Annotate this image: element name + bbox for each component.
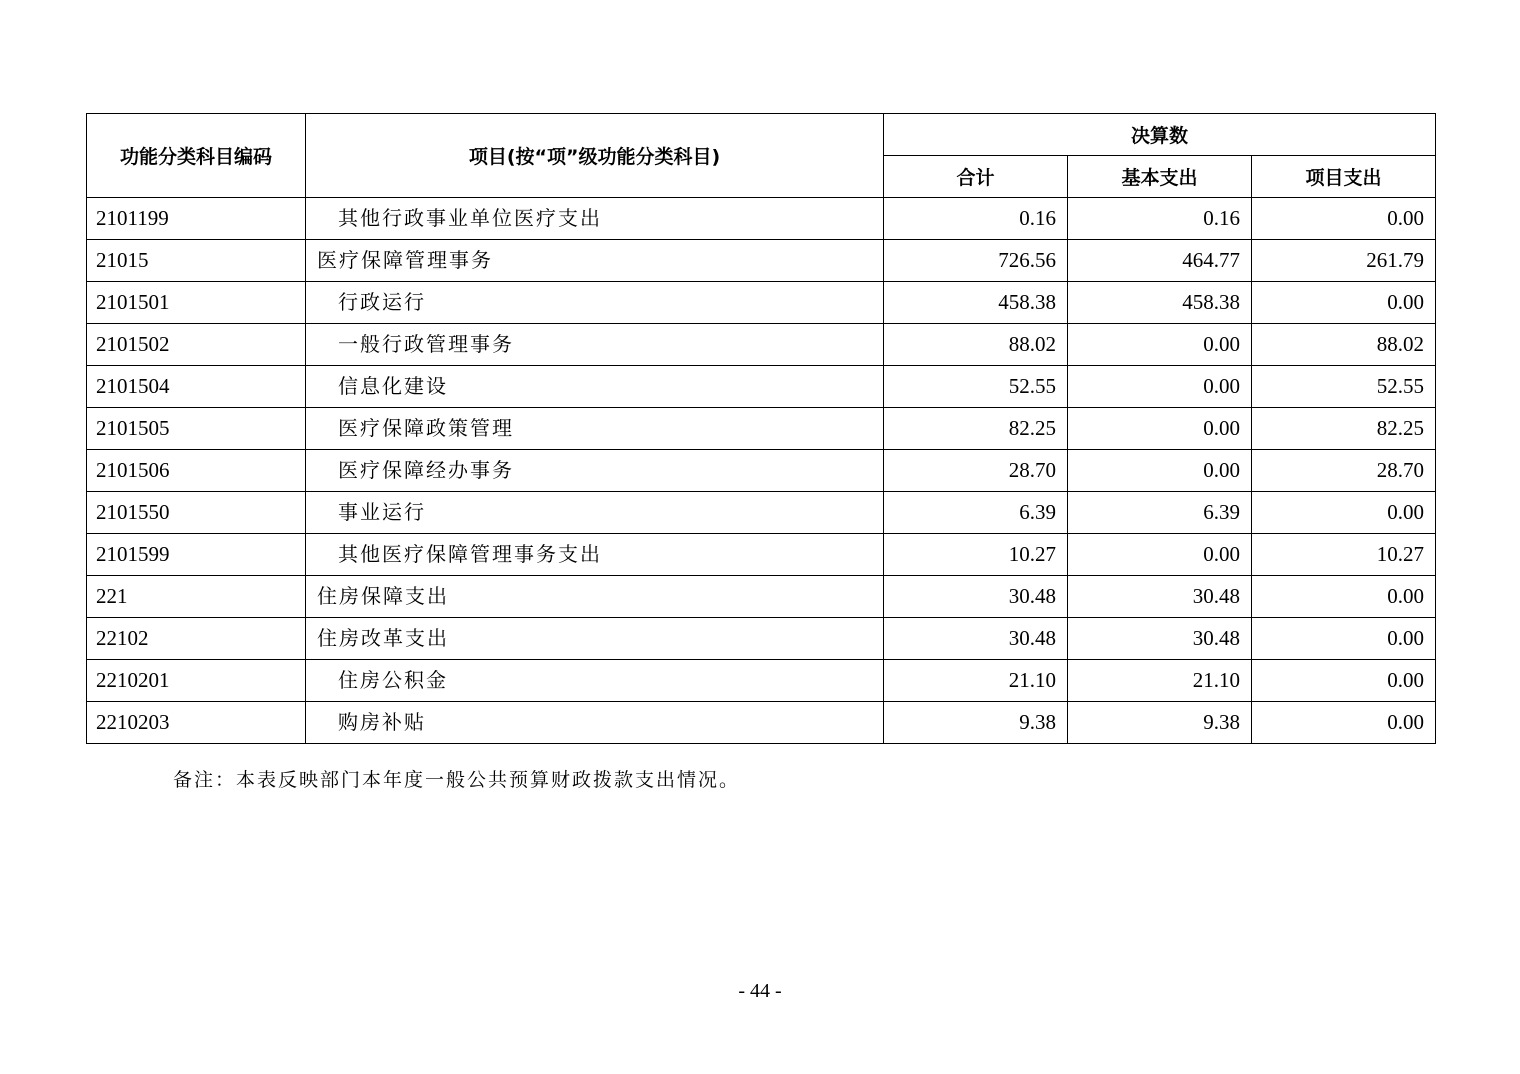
row-name: 住房公积金	[306, 660, 884, 702]
table-row	[87, 408, 1436, 450]
row-project: 0.00	[1252, 198, 1436, 240]
expenditure-table	[86, 113, 1436, 744]
row-code: 2101199	[87, 198, 306, 240]
row-total: 10.27	[884, 534, 1068, 576]
row-code: 22102	[87, 618, 306, 660]
row-project: 52.55	[1252, 366, 1436, 408]
row-name: 其他医疗保障管理事务支出	[306, 534, 884, 576]
row-basic: 30.48	[1068, 618, 1252, 660]
row-name: 行政运行	[306, 282, 884, 324]
expenditure-table-container	[86, 113, 1435, 744]
row-basic: 30.48	[1068, 576, 1252, 618]
row-project: 0.00	[1252, 282, 1436, 324]
row-total: 88.02	[884, 324, 1068, 366]
row-name: 医疗保障经办事务	[306, 450, 884, 492]
row-name: 信息化建设	[306, 366, 884, 408]
table-row	[87, 366, 1436, 408]
row-name: 住房改革支出	[306, 618, 884, 660]
row-basic: 0.00	[1068, 450, 1252, 492]
row-total: 28.70	[884, 450, 1068, 492]
row-total: 82.25	[884, 408, 1068, 450]
row-code: 2101505	[87, 408, 306, 450]
table-row	[87, 492, 1436, 534]
row-name: 医疗保障政策管理	[306, 408, 884, 450]
row-total: 52.55	[884, 366, 1068, 408]
row-total: 30.48	[884, 576, 1068, 618]
table-row	[87, 702, 1436, 744]
header-basic: 基本支出	[1068, 156, 1252, 198]
row-name: 购房补贴	[306, 702, 884, 744]
table-row	[87, 282, 1436, 324]
row-basic: 0.00	[1068, 324, 1252, 366]
row-basic: 0.00	[1068, 534, 1252, 576]
row-project: 82.25	[1252, 408, 1436, 450]
row-total: 458.38	[884, 282, 1068, 324]
row-name: 其他行政事业单位医疗支出	[306, 198, 884, 240]
row-basic: 9.38	[1068, 702, 1252, 744]
row-code: 2210203	[87, 702, 306, 744]
table-row	[87, 576, 1436, 618]
row-name: 一般行政管理事务	[306, 324, 884, 366]
table-row	[87, 660, 1436, 702]
row-total: 9.38	[884, 702, 1068, 744]
table-footnote: 备注：本表反映部门本年度一般公共预算财政拨款支出情况。	[173, 769, 741, 791]
row-project: 28.70	[1252, 450, 1436, 492]
row-basic: 0.16	[1068, 198, 1252, 240]
row-code: 2210201	[87, 660, 306, 702]
row-project: 0.00	[1252, 702, 1436, 744]
row-total: 30.48	[884, 618, 1068, 660]
header-final: 决算数	[884, 114, 1436, 156]
header-code: 功能分类科目编码	[87, 114, 306, 198]
row-basic: 6.39	[1068, 492, 1252, 534]
table-row	[87, 198, 1436, 240]
row-project: 88.02	[1252, 324, 1436, 366]
row-code: 2101504	[87, 366, 306, 408]
table-row	[87, 240, 1436, 282]
header-project: 项目支出	[1252, 156, 1436, 198]
row-project: 0.00	[1252, 660, 1436, 702]
row-basic: 21.10	[1068, 660, 1252, 702]
row-basic: 0.00	[1068, 408, 1252, 450]
row-code: 2101502	[87, 324, 306, 366]
row-code: 2101506	[87, 450, 306, 492]
table-row	[87, 324, 1436, 366]
row-project: 261.79	[1252, 240, 1436, 282]
row-code: 2101550	[87, 492, 306, 534]
row-code: 2101599	[87, 534, 306, 576]
header-item: 项目(按“项”级功能分类科目)	[306, 114, 884, 198]
page-number: - 44 -	[738, 980, 782, 1002]
row-project: 0.00	[1252, 576, 1436, 618]
row-project: 0.00	[1252, 618, 1436, 660]
row-name: 医疗保障管理事务	[306, 240, 884, 282]
row-name: 事业运行	[306, 492, 884, 534]
row-total: 6.39	[884, 492, 1068, 534]
row-basic: 0.00	[1068, 366, 1252, 408]
row-total: 726.56	[884, 240, 1068, 282]
row-name: 住房保障支出	[306, 576, 884, 618]
header-total: 合计	[884, 156, 1068, 198]
row-basic: 464.77	[1068, 240, 1252, 282]
row-code: 221	[87, 576, 306, 618]
table-row	[87, 534, 1436, 576]
row-total: 0.16	[884, 198, 1068, 240]
row-basic: 458.38	[1068, 282, 1252, 324]
row-total: 21.10	[884, 660, 1068, 702]
row-code: 2101501	[87, 282, 306, 324]
row-project: 10.27	[1252, 534, 1436, 576]
table-row	[87, 450, 1436, 492]
table-row	[87, 618, 1436, 660]
row-project: 0.00	[1252, 492, 1436, 534]
row-code: 21015	[87, 240, 306, 282]
